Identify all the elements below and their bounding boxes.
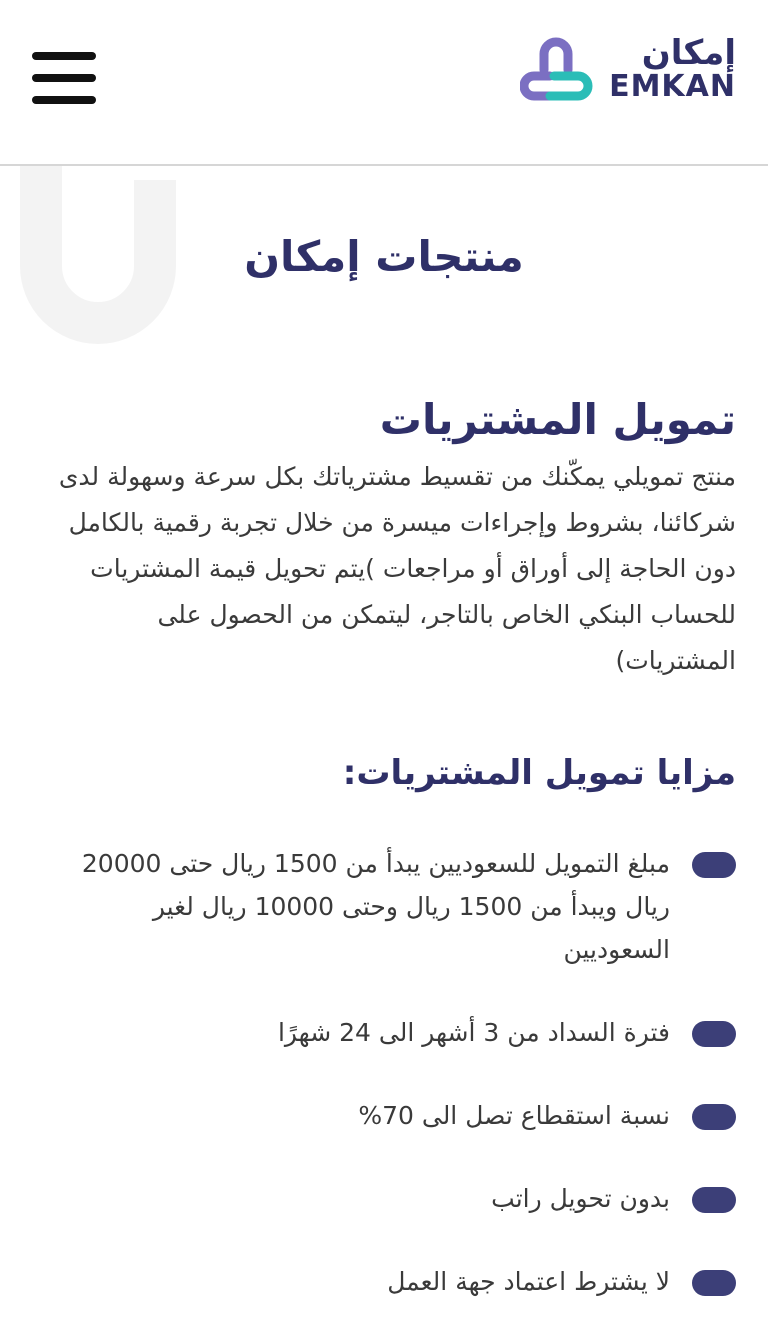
product-description: منتج تمويلي يمكّنك من تقسيط مشترياتك بكل سرعة وسهولة لدى شركائنا، بشروط وإجراءات ميسرة من خلال تجربة رقمية بالكامل دون الحاجة إلى أوراق أو مراجعات )يتم تحويل قيمة المشتريات للحساب البنكي الخاص بالتاجر، ليتمكن من الحصول على المشتريات) (58, 462, 736, 675)
feature-text: فترة السداد من 3 أشهر الى 24 شهرًا (277, 1018, 670, 1047)
logo-arabic-text: إمكان (641, 33, 736, 73)
feature-item (44, 1011, 736, 1054)
site-header (0, 0, 768, 166)
bullet-pill-icon (692, 852, 736, 878)
feature-item (44, 1177, 736, 1220)
menu-bar (32, 52, 96, 60)
product-title-text: تمويل المشتريات (379, 395, 736, 444)
feature-text: نسبة استقطاع تصل الى 70% (358, 1101, 670, 1130)
feature-item (44, 1094, 736, 1137)
emkan-logo[interactable] (520, 34, 740, 108)
features-list (44, 842, 736, 1303)
logo-english-text: EMKAN (609, 69, 736, 104)
product-title (380, 390, 736, 450)
emkan-logo-mark-icon (520, 36, 596, 108)
bullet-pill-icon (692, 1104, 736, 1130)
menu-bar (32, 74, 96, 82)
feature-item (44, 842, 736, 971)
page-title (244, 222, 524, 292)
bullet-pill-icon (692, 1187, 736, 1213)
bullet-pill-icon (692, 1021, 736, 1047)
feature-text: لا يشترط اعتماد جهة العمل (387, 1267, 670, 1296)
feature-text: مبلغ التمويل للسعوديين يبدأ من 1500 ريال حتى 20000 ريال ويبدأ من 1500 ريال وحتى 10000 ريال لغير السعوديين (81, 849, 670, 964)
hamburger-menu-icon[interactable] (32, 52, 96, 104)
bullet-pill-icon (692, 1270, 736, 1296)
page-title-text: منتجات إمكان (244, 232, 524, 281)
features-title: مزايا تمويل المشتريات: (342, 753, 736, 793)
feature-item (44, 1260, 736, 1303)
page-title-section (0, 222, 768, 292)
product-content (44, 390, 736, 1343)
feature-text: بدون تحويل راتب (491, 1184, 670, 1213)
menu-bar (32, 96, 96, 104)
